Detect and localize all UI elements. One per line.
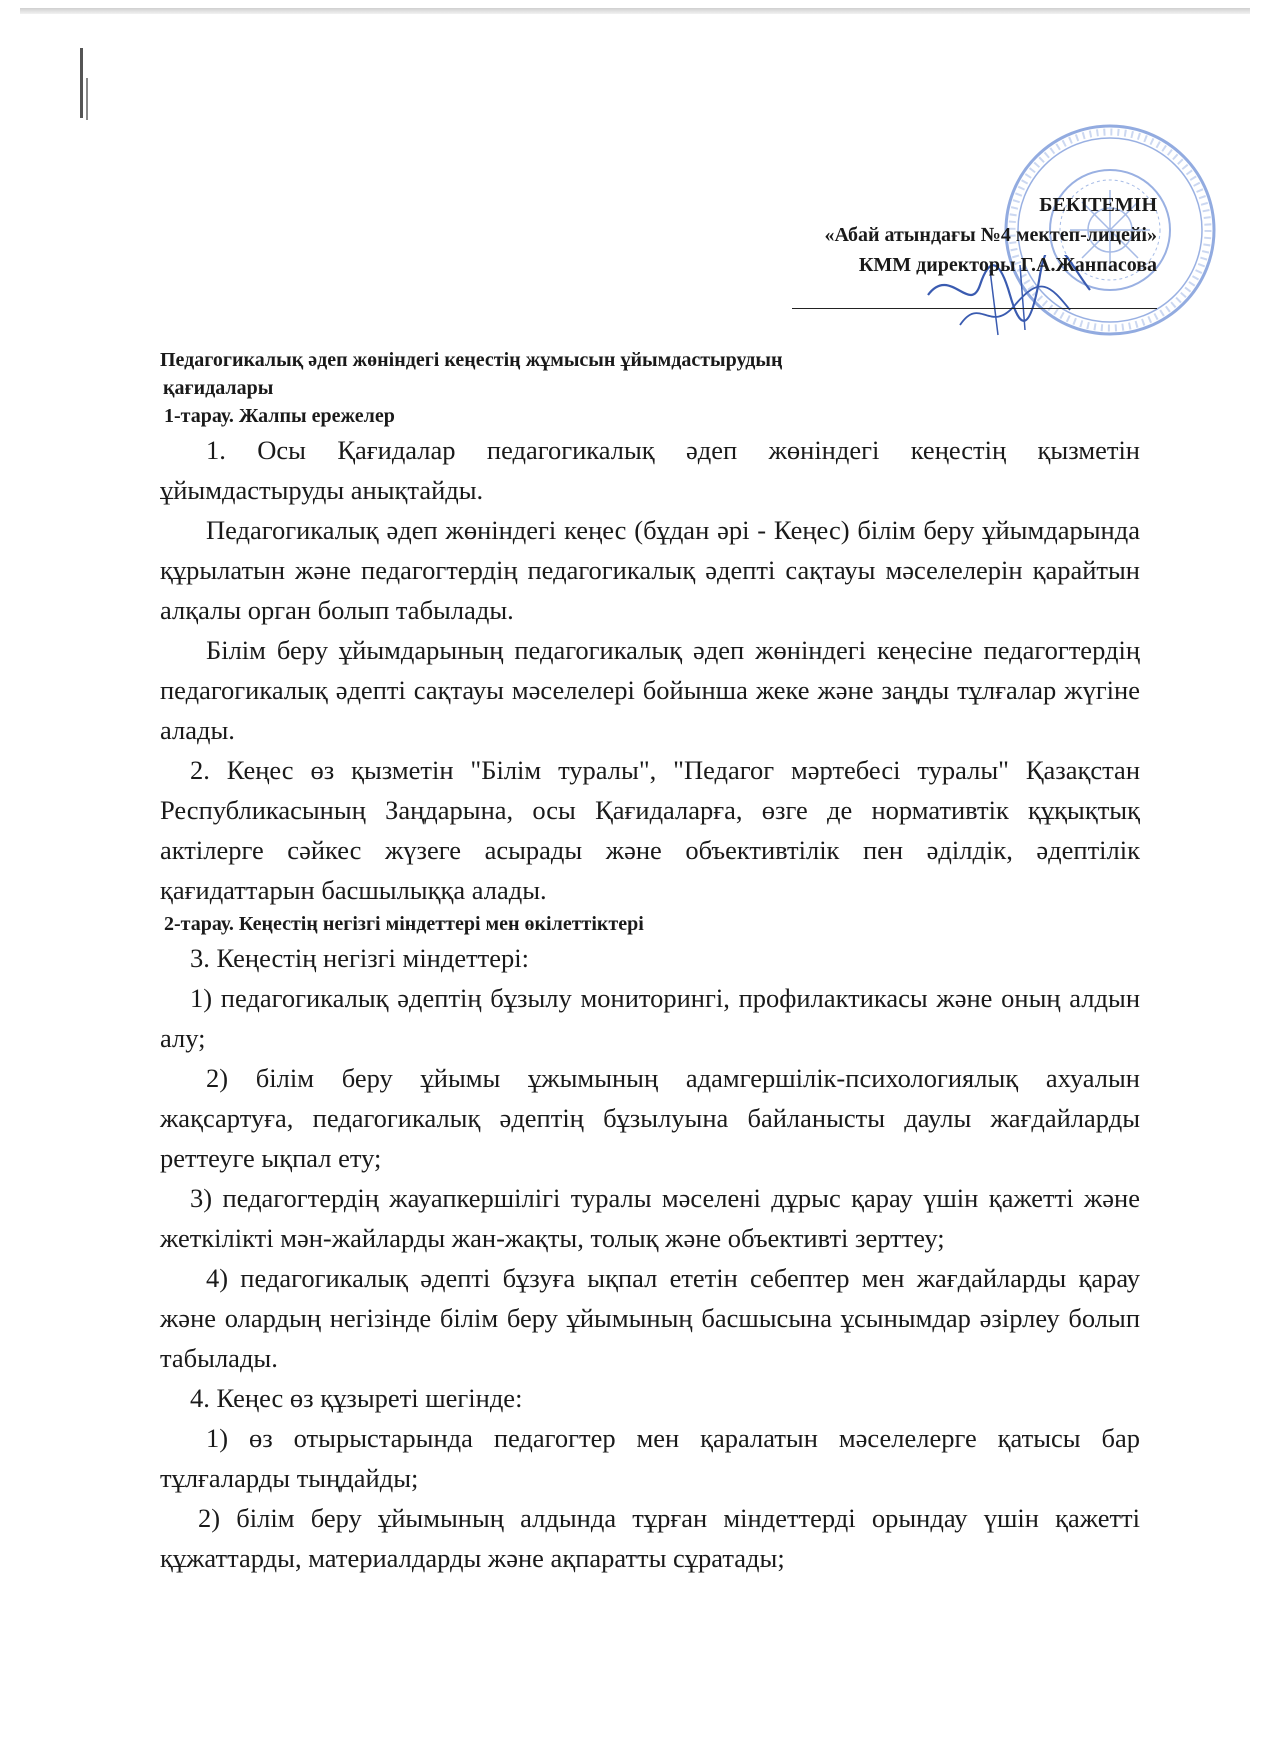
list-item: 1) өз отырыстарында педагогтер мен қаралатын мәселелерге қатысы бар тұлғаларды тыңдайды; xyxy=(160,1423,1140,1493)
approval-school: «Абай атындағы №4 мектеп-лицейі» xyxy=(824,224,1157,246)
approval-heading: БЕКІТЕМІН xyxy=(1039,194,1157,216)
section-heading-2: 2-тарау. Кеңестің негізгі міндеттері мен өкілеттіктері xyxy=(164,913,644,935)
paragraph: Педагогикалық әдеп жөніндегі кеңес (бұдан әрі - Кеңес) білім беру ұйымдарында құрылатын және педагогтердің педагогикалық әдепті сақтауы мәселелерін қарайтын алқалы орган болып табылады. xyxy=(160,515,1140,625)
paragraph: 1. Осы Қағидалар педагогикалық әдеп жөніндегі кеңестің қызметін ұйымдастыруды анықтайды. xyxy=(160,435,1140,505)
title-line-2: қағидалары xyxy=(163,377,274,399)
paragraph: 4. Кеңес өз құзыреті шегінде: xyxy=(190,1383,523,1413)
document-title xyxy=(160,346,1140,402)
approval-block xyxy=(825,190,1157,280)
list-item: 2) білім беру ұйымы ұжымының адамгершілік-психологиялық ахуалын жақсартуға, педагогикалық әдептің бұзылуына байланысты даулы жағдайларды реттеуге ықпал ету; xyxy=(160,1063,1140,1173)
paragraph: 3. Кеңестің негізгі міндеттері: xyxy=(190,943,530,973)
section-heading-1: 1-тарау. Жалпы ережелер xyxy=(164,405,395,427)
paragraph: 2. Кеңес өз қызметін "Білім туралы", "Педагог мәртебесі туралы" Қазақстан Республикасының Заңдарына, осы Қағидаларға, өзге де нормативтік құқықтық актілерге сәйкес жүзеге асырады және объективтілік пен әділдік, әдептілік қағидаттарын басшылыққа алады. xyxy=(160,755,1140,905)
document-body xyxy=(160,346,1140,1578)
title-line-1: Педагогикалық әдеп жөніндегі кеңестің жұмысын ұйымдастырудың xyxy=(160,349,783,371)
list-item: 3) педагогтердің жауапкершілігі туралы мәселені дұрыс қарау үшін қажетті және жеткілікті мән-жайларды жан-жақты, толық және объективті зерттеу; xyxy=(160,1183,1140,1253)
list-item: 4) педагогикалық әдепті бұзуға ықпал ететін себептер мен жағдайларды қарау және олардың негізінде білім беру ұйымының басшысына ұсынымдар әзірлеу болып табылады. xyxy=(160,1263,1140,1373)
scan-mark xyxy=(86,78,88,120)
scan-mark xyxy=(80,48,83,118)
paragraph: Білім беру ұйымдарының педагогикалық әдеп жөніндегі кеңесіне педагогтердің педагогикалық әдепті сақтауы мәселелері бойынша жеке және заңды тұлғалар жүгіне алады. xyxy=(160,635,1140,745)
list-item: 1) педагогикалық әдептің бұзылу мониторингі, профилактикасы және оның алдын алу; xyxy=(160,983,1140,1053)
signature-line xyxy=(792,308,1157,309)
approval-director: КММ директоры Г.А.Жанпасова xyxy=(858,254,1157,276)
list-item: 2) білім беру ұйымының алдында тұрған міндеттерді орындау үшін қажетті құжаттарды, материалдарды және ақпаратты сұратады; xyxy=(160,1503,1140,1573)
scan-edge xyxy=(20,8,1250,14)
